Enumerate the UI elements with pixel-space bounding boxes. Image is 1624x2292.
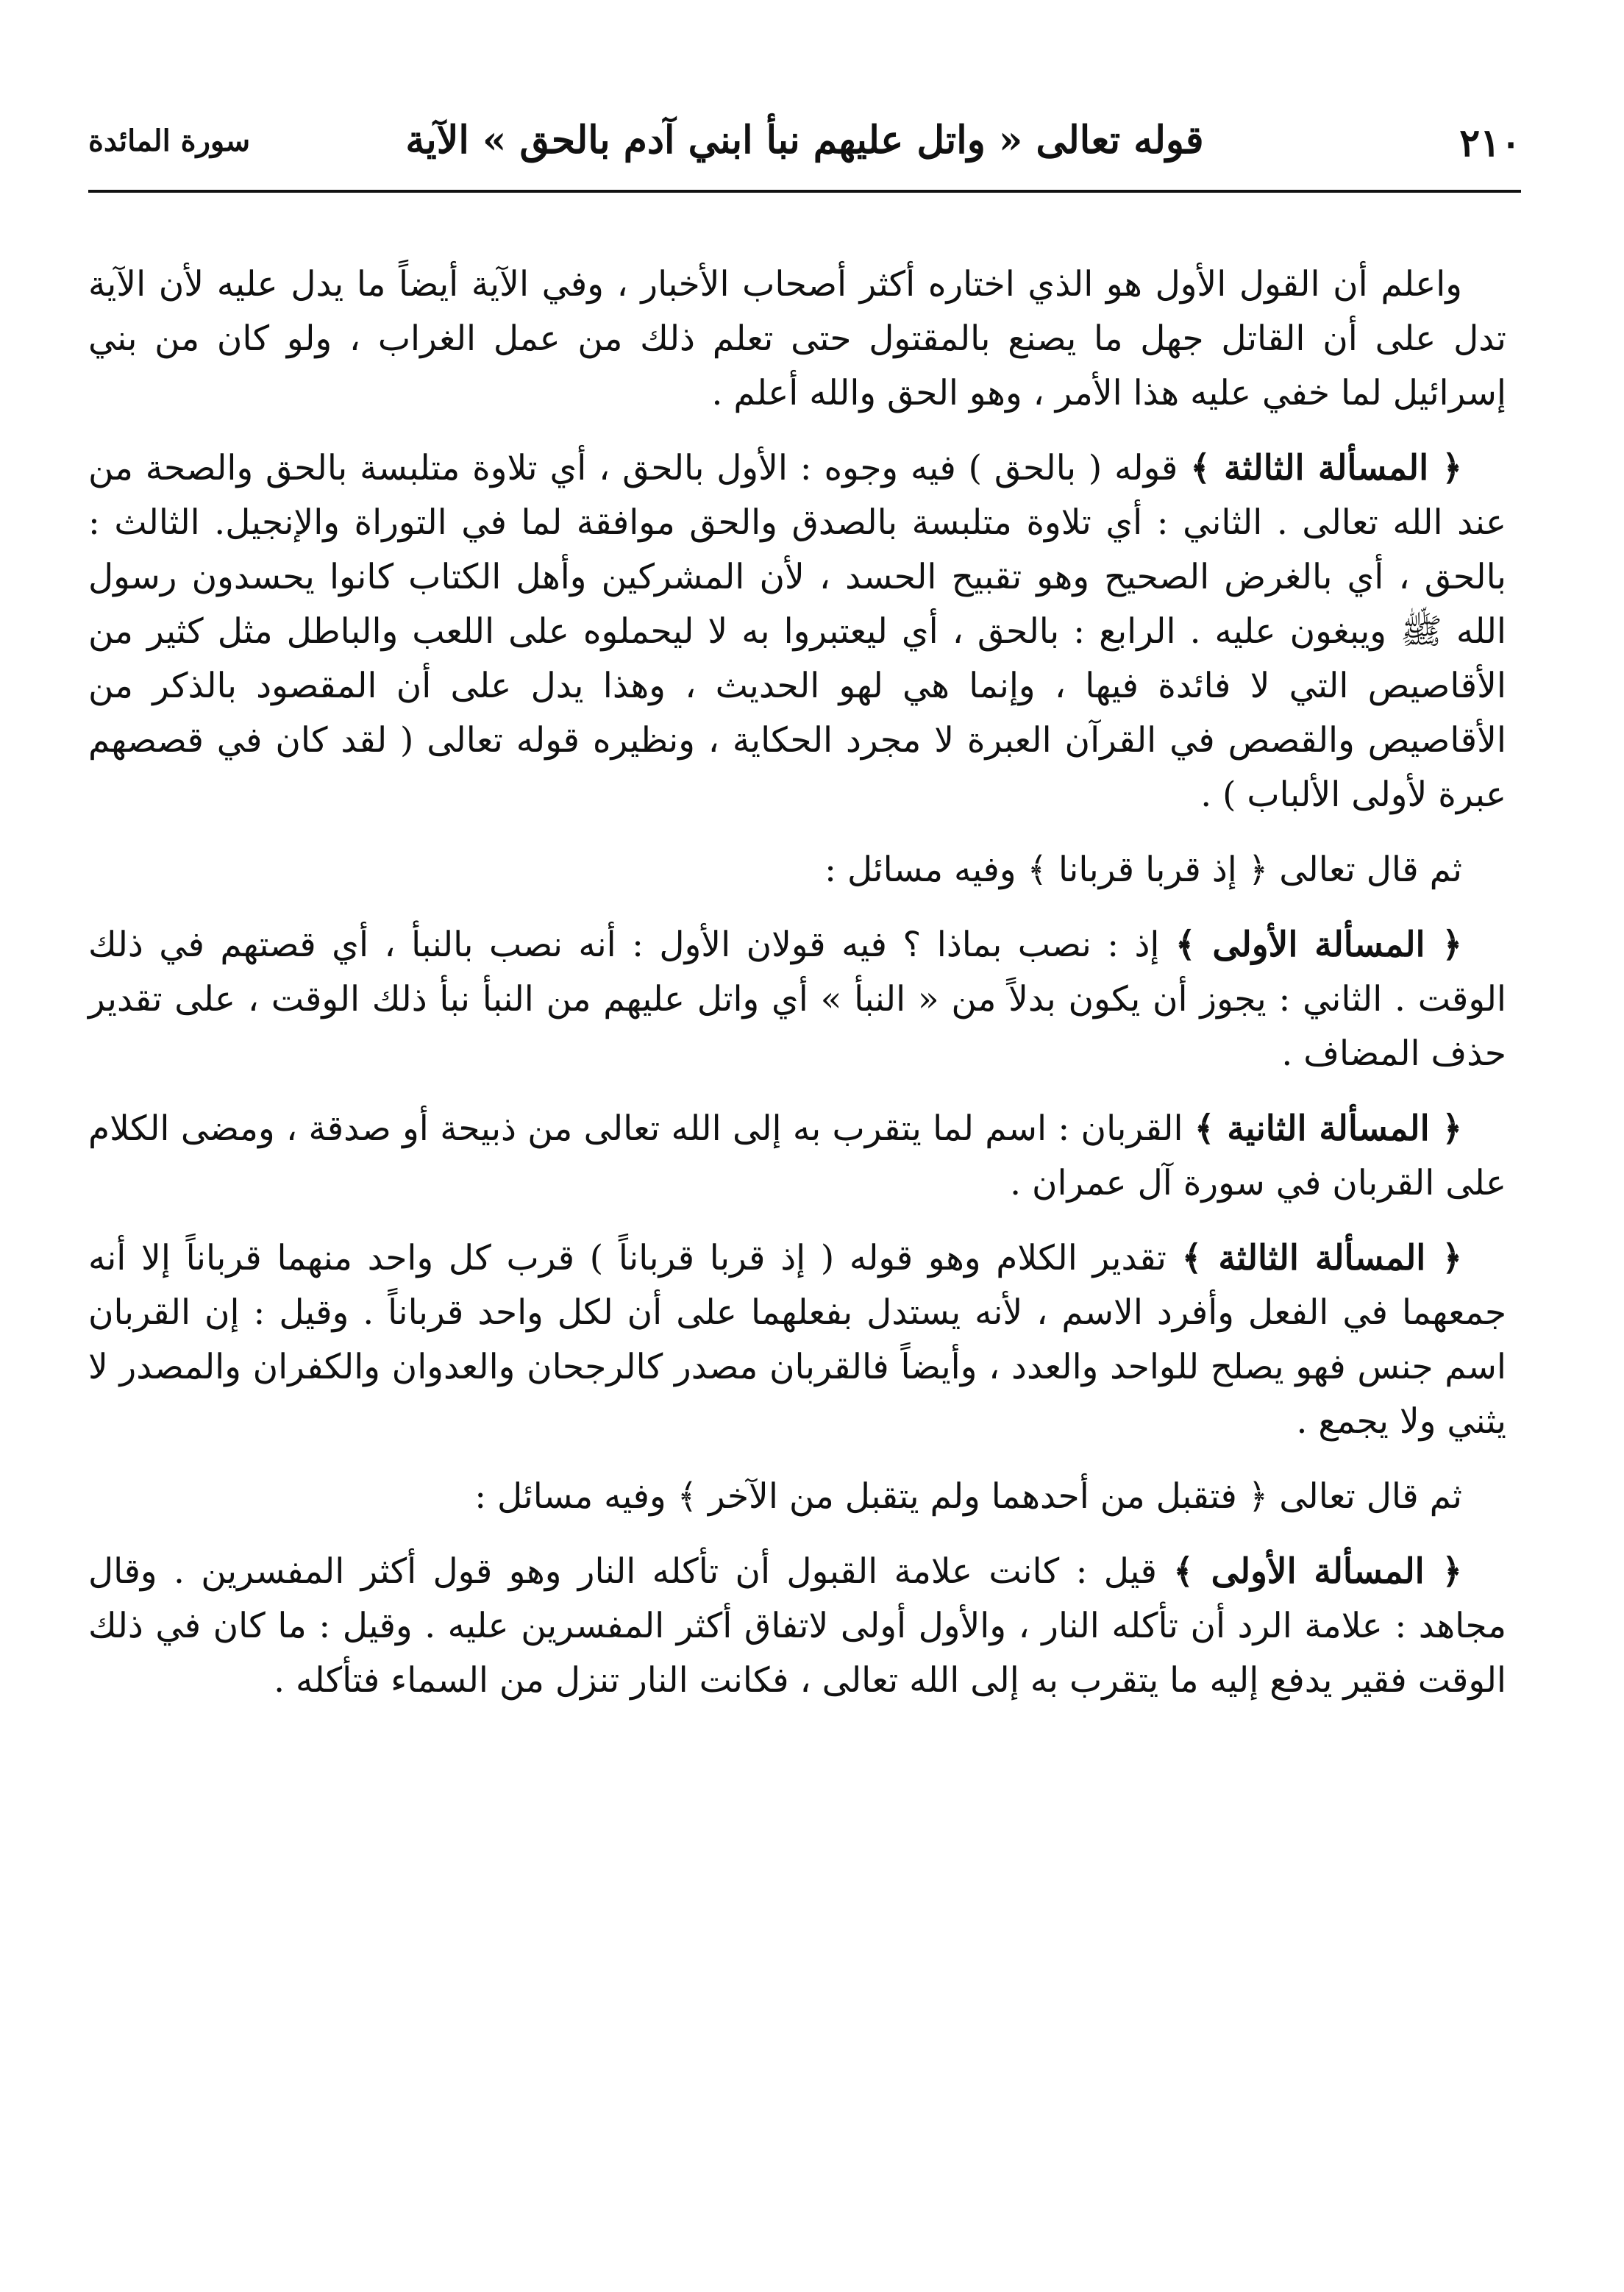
running-title: قوله تعالى « واتل عليهم نبأ ابني آدم بالحق » الآية [405,118,1204,163]
paragraph-text: تقدير الكلام وهو قوله ( إذ قربا قرباناً ) قرب كل واحد منهما قرباناً إلا أنه جمعهما في الفعل وأفرد الاسم ، لأنه يستدل بفعلهما على أن لكل واحد قرباناً . وقيل : إن القربان اسم جنس فهو يصلح للواحد والعدد ، وأيضاً فالقربان مصدر كالرجحان والعدوان والكفران والمصدر لا يثني ولا يجمع . [88,1238,1506,1442]
page-header [88,118,1521,184]
surah-name: سورة المائدة [88,124,251,158]
paragraph-text: القربان : اسم لما يتقرب به إلى الله تعالى من ذبيحة أو صدقة ، ومضى الكلام على القربان في سورة آل عمران . [88,1108,1506,1203]
paragraph-1 [88,257,1506,421]
paragraph-7 [88,1470,1506,1524]
paragraph-6 [88,1231,1506,1449]
paragraph-text: ثم قال تعالى ﴿ إذ قربا قربانا ﴾ وفيه مسائل : [825,850,1462,890]
paragraph-lead: ﴿ المسألة الأولى ﴾ [1173,1551,1462,1592]
paragraph-text: ثم قال تعالى ﴿ فتقبل من أحدهما ولم يتقبل من الآخر ﴾ وفيه مسائل : [474,1476,1462,1517]
paragraph-lead: ﴿ المسألة الأولى ﴾ [1175,925,1462,965]
paragraph-text: قيل : كانت علامة القبول أن تأكله النار وهو قول أكثر المفسرين . وقال مجاهد : علامة الرد أن تأكله النار ، والأول أولى لاتفاق أكثر المفسرين عليه . وقيل : ما كان في ذلك الوقت فقير يدفع إليه ما يتقرب به إلى الله تعالى ، فكانت النار تنزل من السماء فتأكله . [88,1551,1506,1701]
header-rule [88,190,1521,193]
paragraph-2 [88,441,1506,822]
paragraph-8 [88,1545,1506,1708]
page-body [88,257,1506,1729]
paragraph-5 [88,1102,1506,1211]
paragraph-lead: ﴿ المسألة الثالثة ﴾ [1190,448,1462,488]
paragraph-lead: ﴿ المسألة الثالثة ﴾ [1181,1238,1462,1278]
paragraph-lead: ﴿ المسألة الثانية ﴾ [1194,1108,1462,1149]
paragraph-4 [88,918,1506,1081]
paragraph-3 [88,843,1506,897]
paragraph-text: واعلم أن القول الأول هو الذي اختاره أكثر أصحاب الأخبار ، وفي الآية أيضاً ما يدل عليه لأن الآية تدل على أن القاتل جهل ما يصنع بالمقتول حتى تعلم ذلك من عمل الغراب ، ولو كان من بني إسرائيل لما خفي عليه هذا الأمر ، وهو الحق والله أعلم . [88,264,1506,413]
paragraph-text: قوله ( بالحق ) فيه وجوه : الأول بالحق ، أي تلاوة متلبسة بالحق والصحة من عند الله تعالى . الثاني : أي تلاوة متلبسة بالصدق والحق موافقة لما في التوراة والإنجيل. الثالث : بالحق ، أي بالغرض الصحيح وهو تقبيح الحسد ، لأن المشركين وأهل الكتاب كانوا يحسدون رسول الله ﷺ ويبغون عليه . الرابع : بالحق ، أي ليعتبروا به لا ليحملوه على اللعب والباطل مثل كثير من الأقاصيص التي لا فائدة فيها ، وإنما هي لهو الحديث ، وهذا يدل على أن المقصود بالذكر من الأقاصيص والقصص في القرآن العبرة لا مجرد الحكاية ، ونظيره قوله تعالى ( لقد كان في قصصهم عبرة لأولى الألباب ) . [88,448,1506,815]
paragraph-text: إذ : نصب بماذا ؟ فيه قولان الأول : أنه نصب بالنبأ ، أي قصتهم في ذلك الوقت . الثاني : يجوز أن يكون بدلاً من « النبأ » أي واتل عليهم من النبأ نبأ ذلك الوقت ، على تقدير حذف المضاف . [88,925,1506,1074]
page-number: ٢١٠ [1459,121,1521,166]
